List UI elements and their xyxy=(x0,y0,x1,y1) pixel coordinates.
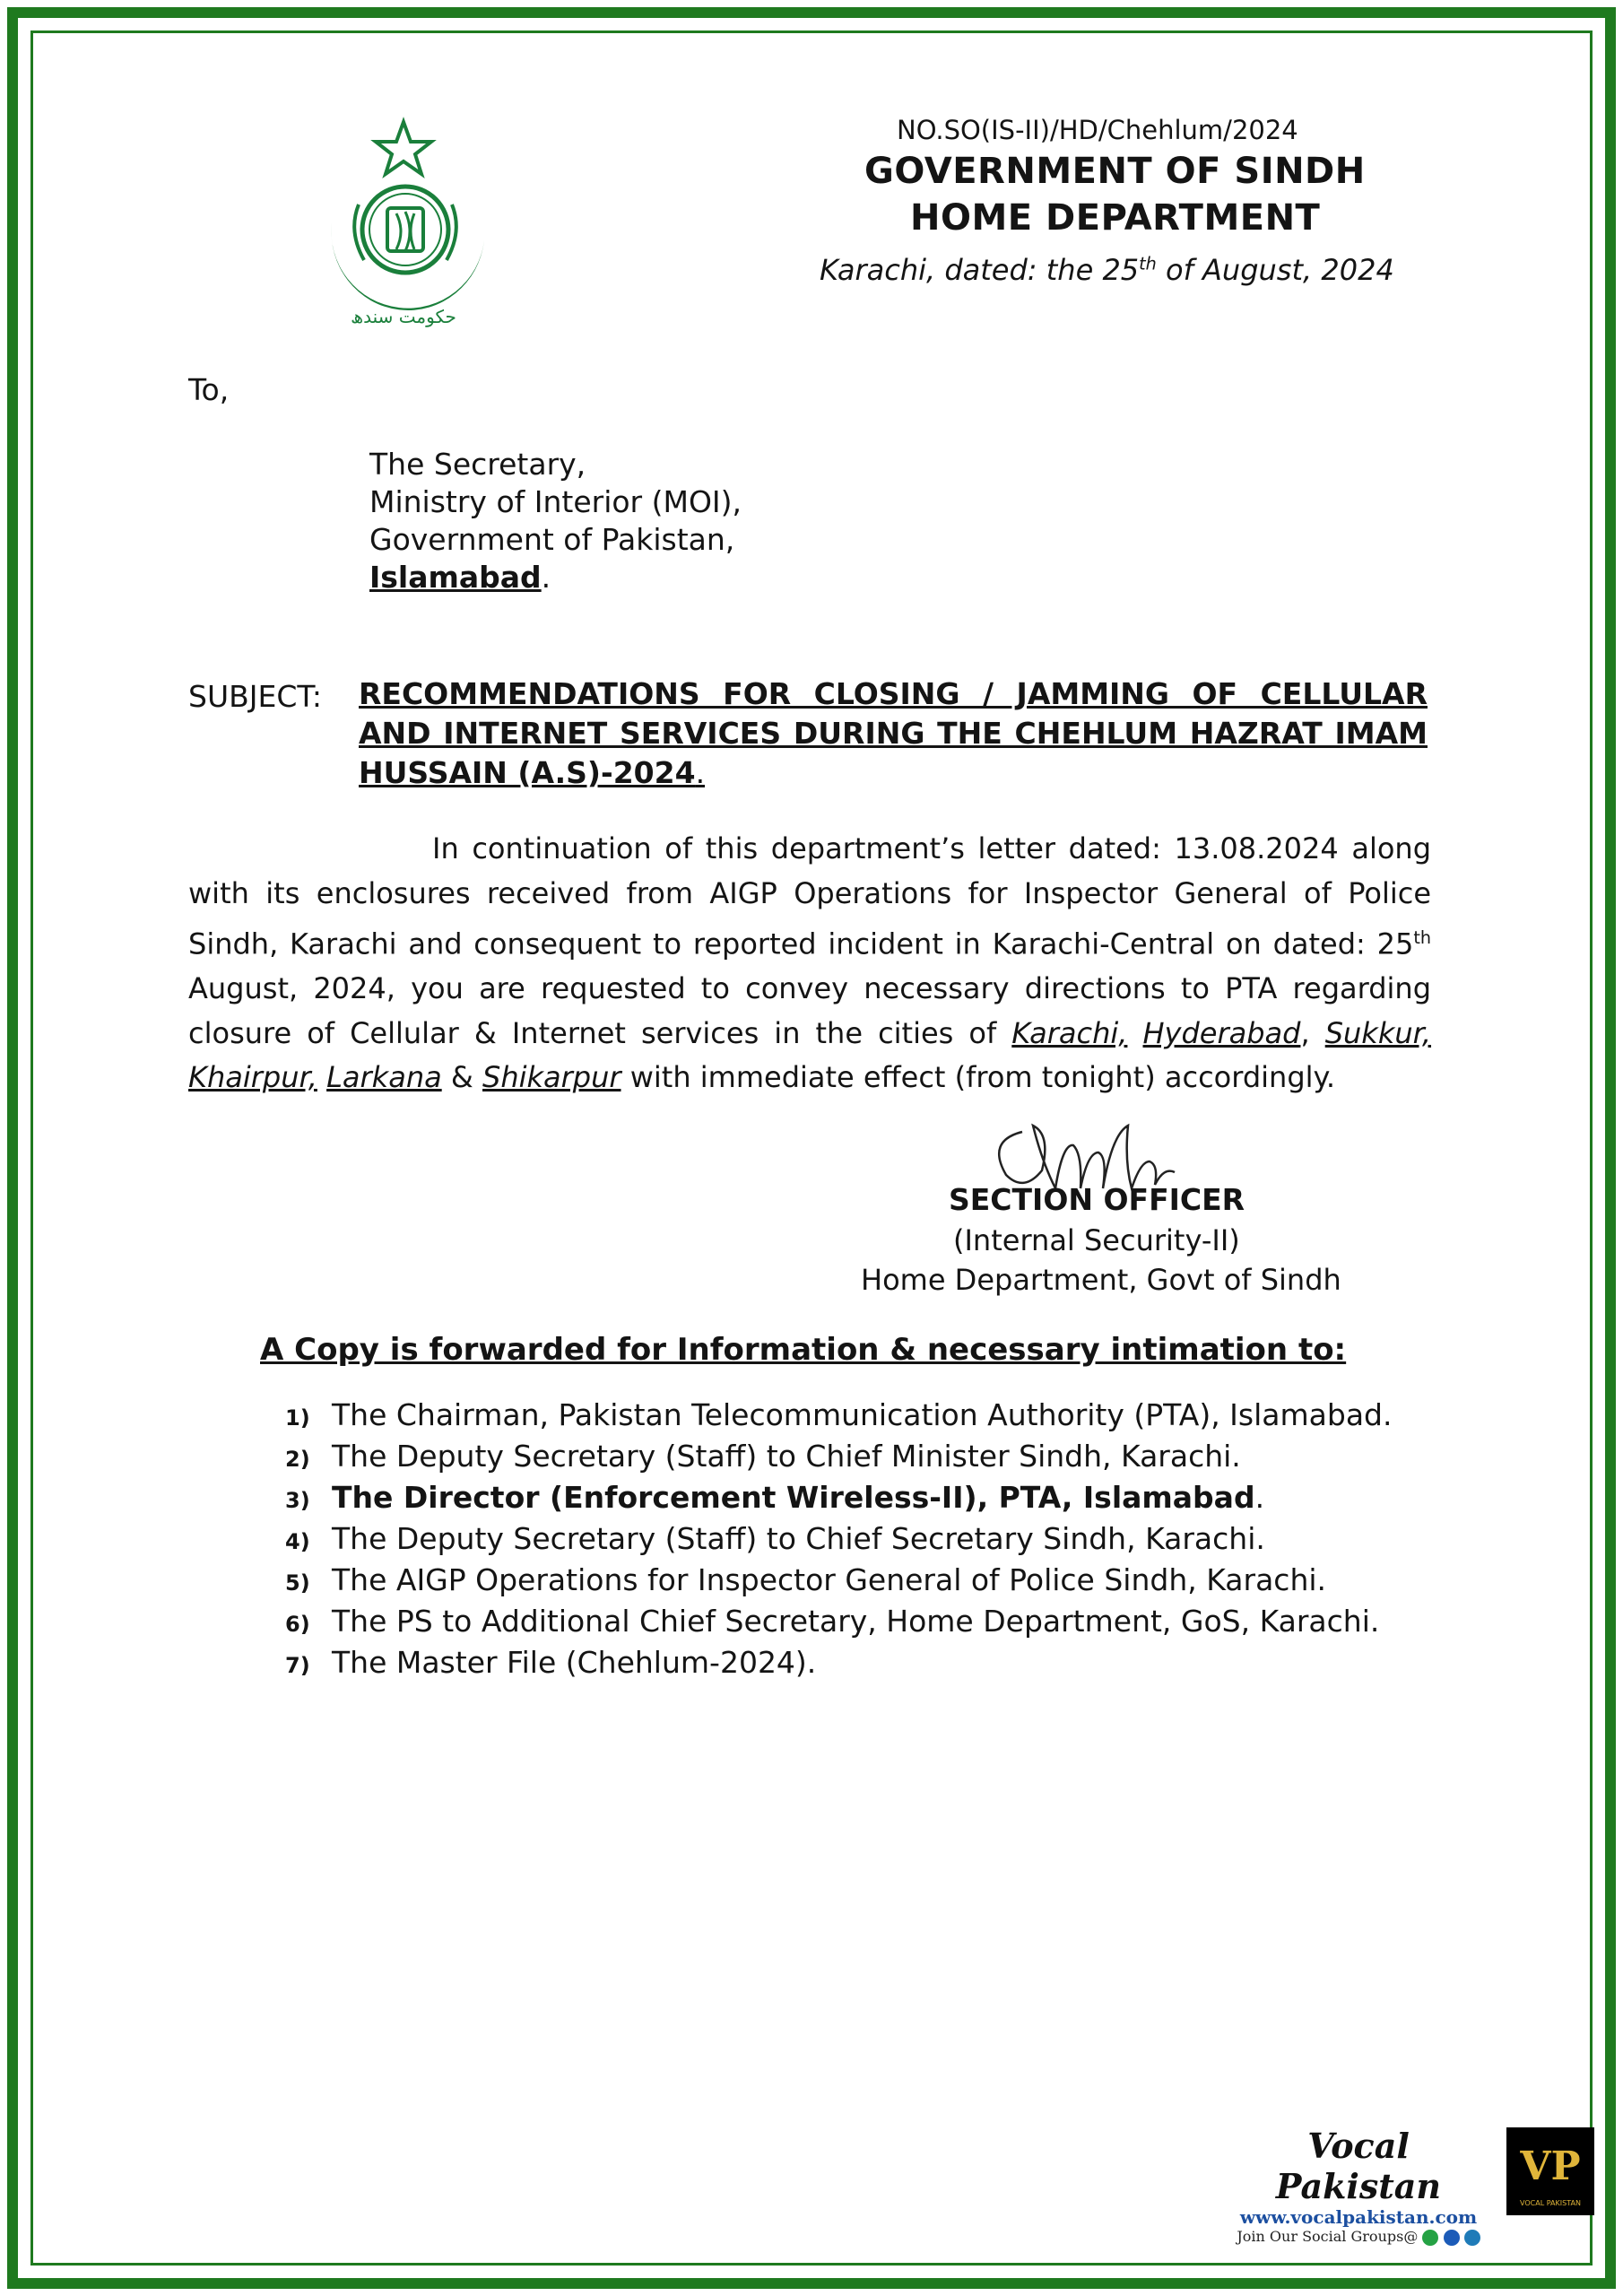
linkedin-icon[interactable] xyxy=(1464,2230,1480,2246)
page-border-inner xyxy=(30,30,1593,2266)
list-item: 5) The AIGP Operations for Inspector General of Police Sindh, Karachi. xyxy=(285,1562,1327,1597)
body-paragraph: In continuation of this department’s letter dated: 13.08.2024 along with its enclosures received from AIGP Operations for Inspector General of Police Sindh, Karachi and consequent to reported incident in Karachi-Central on dated: 25th August, 2024, you are requested to convey necessary directions to PTA regarding closure of Cellular & Internet services in the cities of Karachi, Hyderabad, Sukkur, Khairpur, Larkana & Shikarpur with immediate effect (from tonight) accordingly. xyxy=(188,831,1432,1095)
reference-number: NO.SO(IS-II)/HD/Chehlum/2024 xyxy=(897,115,1298,145)
city-larkana: Larkana xyxy=(326,1060,442,1095)
government-title: GOVERNMENT OF SINDH xyxy=(864,151,1366,192)
subject-label: SUBJECT: xyxy=(188,679,323,714)
watermark-url[interactable]: www.vocalpakistan.com xyxy=(1239,2206,1478,2228)
watermark-title: Vocal Pakistan xyxy=(1275,2126,1442,2206)
list-item: 3) The Director (Enforcement Wireless-II), PTA, Islamabad. xyxy=(285,1480,1265,1515)
city-karachi: Karachi, xyxy=(1011,1015,1128,1050)
forward-list xyxy=(285,1397,1392,1686)
vocal-pakistan-watermark xyxy=(1219,2126,1497,2246)
forward-heading: A Copy is forwarded for Information & necessary intimation to: xyxy=(260,1332,1347,1368)
list-item: 1) The Chairman, Pakistan Telecommunication Authority (PTA), Islamabad. xyxy=(285,1397,1393,1432)
recipient-line-2: Ministry of Interior (MOI), xyxy=(369,484,742,519)
signatory-department: Home Department, Govt of Sindh xyxy=(861,1263,1341,1297)
recipient-line-1: The Secretary, xyxy=(369,447,586,482)
facebook-icon[interactable] xyxy=(1444,2230,1460,2246)
vocal-pakistan-logo: VP VOCAL PAKISTAN xyxy=(1506,2127,1594,2215)
list-item: 2) The Deputy Secretary (Staff) to Chief Minister Sindh, Karachi. xyxy=(285,1439,1241,1474)
sindh-government-emblem xyxy=(296,115,511,339)
city-sukkur: Sukkur, xyxy=(1324,1015,1432,1050)
list-item: 6) The PS to Additional Chief Secretary, Home Department, GoS, Karachi. xyxy=(285,1604,1380,1639)
department-title: HOME DEPARTMENT xyxy=(910,197,1321,239)
list-item: 7) The Master File (Chehlum-2024). xyxy=(285,1645,817,1680)
emblem-lettering: حکومت سندھ xyxy=(351,306,456,327)
subject-text: RECOMMENDATIONS FOR CLOSING / JAMMING OF CELLULAR AND INTERNET SERVICES DURING THE CHEHLUM HAZRAT IMAM HUSSAIN (A.S)-2024. xyxy=(359,676,1428,790)
signatory-unit: (Internal Security-II) xyxy=(953,1223,1240,1257)
to-label: To, xyxy=(188,372,230,407)
watermark-join: Join Our Social Groups@ xyxy=(1219,2228,1497,2246)
city-shikarpur: Shikarpur xyxy=(482,1060,621,1095)
recipient-city: Islamabad. xyxy=(369,560,551,595)
signatory-role: SECTION OFFICER xyxy=(949,1182,1245,1217)
whatsapp-icon[interactable] xyxy=(1422,2230,1438,2246)
city-hyderabad: Hyderabad xyxy=(1142,1015,1301,1050)
list-item: 4) The Deputy Secretary (Staff) to Chief Secretary Sindh, Karachi. xyxy=(285,1521,1265,1556)
city-khairpur: Khairpur, xyxy=(188,1060,317,1095)
recipient-line-3: Government of Pakistan, xyxy=(369,522,735,557)
letter-date: Karachi, dated: the 25th of August, 2024 xyxy=(820,253,1394,287)
